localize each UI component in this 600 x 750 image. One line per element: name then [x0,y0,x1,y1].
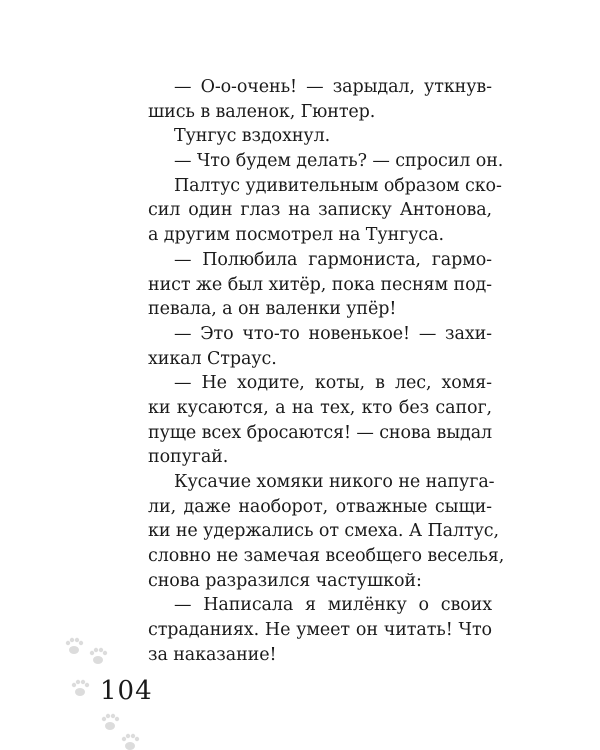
text-line: сил один глаз на записку Антонова, [148,200,492,221]
text-line: ки кусаются, а на тех, кто без сапог, [148,397,492,418]
text-line: ли, даже наоборот, отважные сыщи- [148,496,492,517]
text-line: хикал Страус. [148,348,277,369]
text-line: — Не ходите, коты, в лес, хомя- [174,373,492,394]
text-line: — Написала я милёнку о своих [174,595,492,616]
text-line: — Это что-то новенькое! — захи- [174,323,492,344]
text-line: словно не замечая всеобщего веселья, [148,546,505,567]
text-line: а другим посмотрел на Тунгуса. [148,225,444,246]
text-line: Палтус удивительным образом ско- [174,175,502,196]
text-line: — О-о-очень! — зарыдал, уткнув- [174,77,492,97]
text-line: — Полюбила гармониста, гармо- [174,249,492,270]
text-line: страданиях. Не умеет он читать! Что [148,620,492,641]
text-line: ки не удержались от смеха. А Палтус, [148,521,499,542]
text-line: снова разразился частушкой: [148,570,422,591]
text-line: шись в валенок, Гюнтер. [148,101,376,122]
text-line: нист же был хитёр, пока песням под- [148,274,492,295]
text-line: пуще всех бросаются! — снова выдал [148,422,493,443]
text-line: Кусачие хомяки никого не напуга- [174,472,495,492]
text-line: — Что будем делать? — спросил он. [174,151,504,172]
page-number: 104 [100,676,153,706]
text-line: Тунгус вздохнул. [174,126,331,147]
body-text [148,75,505,668]
text-line: попугай. [148,447,229,468]
text-line: певала, а он валенки упёр! [148,299,397,320]
text-line: за наказание! [148,644,277,665]
